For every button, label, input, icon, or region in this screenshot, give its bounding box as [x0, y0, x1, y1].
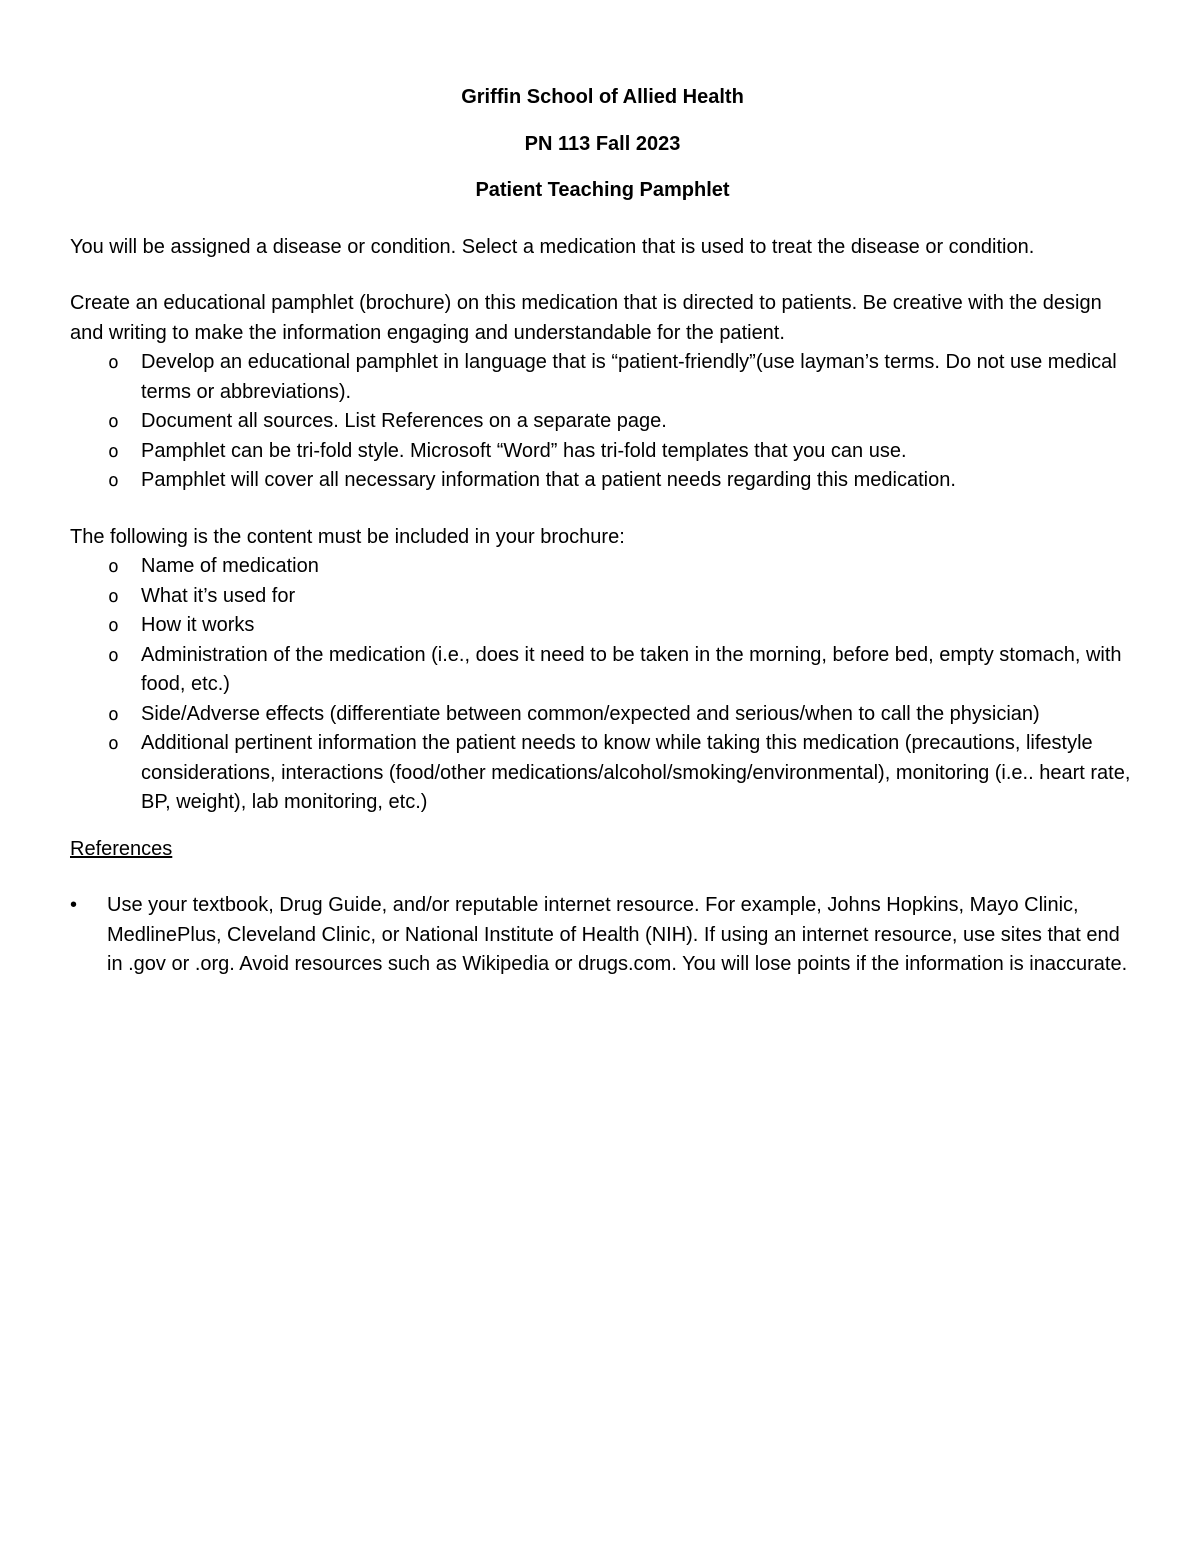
list-item-text: Document all sources. List References on a separate page.: [141, 410, 667, 432]
circle-bullet-icon: o: [108, 585, 119, 607]
list-item-text: Additional pertinent information the patient needs to know while taking this medication (precautions, lifestyle considerations, interactions (food/other medications/alcohol/smoking/environmental), monitoring (i.e.. heart rate, BP, weight), lab monitoring, etc.): [141, 732, 1131, 813]
list-item-text: Use your textbook, Drug Guide, and/or reputable internet resource. For example, Johns Hopkins, Mayo Clinic, MedlinePlus, Cleveland Clinic, or National Institute of Health (NIH). If using an internet resource, use sites that end in .gov or .org. Avoid resources such as Wikipedia or drugs.com. You will lose points if the information is inaccurate.: [107, 894, 1128, 975]
course-name: PN 113 Fall 2023: [524, 132, 681, 155]
references-heading: References: [70, 837, 173, 860]
school-name: Griffin School of Allied Health: [461, 86, 744, 108]
list-item: [70, 348, 1135, 407]
list-item: [70, 891, 1135, 980]
list-item-text: What it’s used for: [141, 584, 296, 607]
list-item-text: Name of medication: [141, 555, 319, 577]
circle-bullet-icon: o: [108, 440, 119, 462]
list-item: [70, 611, 1135, 641]
document-page: [70, 80, 1135, 980]
list-item: [70, 641, 1135, 700]
circle-bullet-icon: o: [108, 615, 119, 636]
circle-bullet-icon: o: [108, 644, 119, 666]
list-item-text: Pamphlet will cover all necessary information that a patient needs regarding this medication.: [141, 469, 956, 491]
list-item-text: How it works: [141, 614, 255, 636]
intro-paragraph: You will be assigned a disease or condition. Select a medication that is used to treat the disease or condition.: [70, 235, 1035, 258]
list-item: [70, 729, 1135, 818]
list-item: [70, 466, 1135, 496]
circle-bullet-icon: o: [108, 733, 119, 754]
list-item: [70, 582, 1135, 612]
create-paragraph: Create an educational pamphlet (brochure) on this medication that is directed to patients. Be creative with the design and writing to make the information engaging and understandable for the patient.: [70, 292, 1102, 344]
requirements-list: [70, 348, 1135, 496]
circle-bullet-icon: o: [108, 411, 119, 432]
list-item-text: Administration of the medication (i.e., does it need to be taken in the morning, before bed, empty stomach, with food, etc.): [141, 643, 1122, 695]
circle-bullet-icon: o: [108, 703, 119, 725]
content-intro: The following is the content must be included in your brochure:: [70, 525, 625, 548]
circle-bullet-icon: o: [108, 352, 119, 373]
circle-bullet-icon: o: [108, 470, 119, 491]
list-item-text: Side/Adverse effects (differentiate between common/expected and serious/when to call the physician): [141, 702, 1040, 725]
list-item: [70, 552, 1135, 582]
content-list: [70, 552, 1135, 818]
circle-bullet-icon: o: [108, 556, 119, 577]
references-list: [70, 891, 1135, 980]
list-item-text: Develop an educational pamphlet in language that is “patient-friendly”(use layman’s terms. Do not use medical terms or abbreviations).: [141, 351, 1117, 403]
list-item: [70, 407, 1135, 437]
bullet-icon: •: [70, 894, 78, 916]
list-item: [70, 437, 1135, 467]
list-item-text: Pamphlet can be tri-fold style. Microsoft “Word” has tri-fold templates that you can use.: [141, 439, 907, 462]
list-item: [70, 700, 1135, 730]
document-title: Patient Teaching Pamphlet: [475, 179, 730, 201]
